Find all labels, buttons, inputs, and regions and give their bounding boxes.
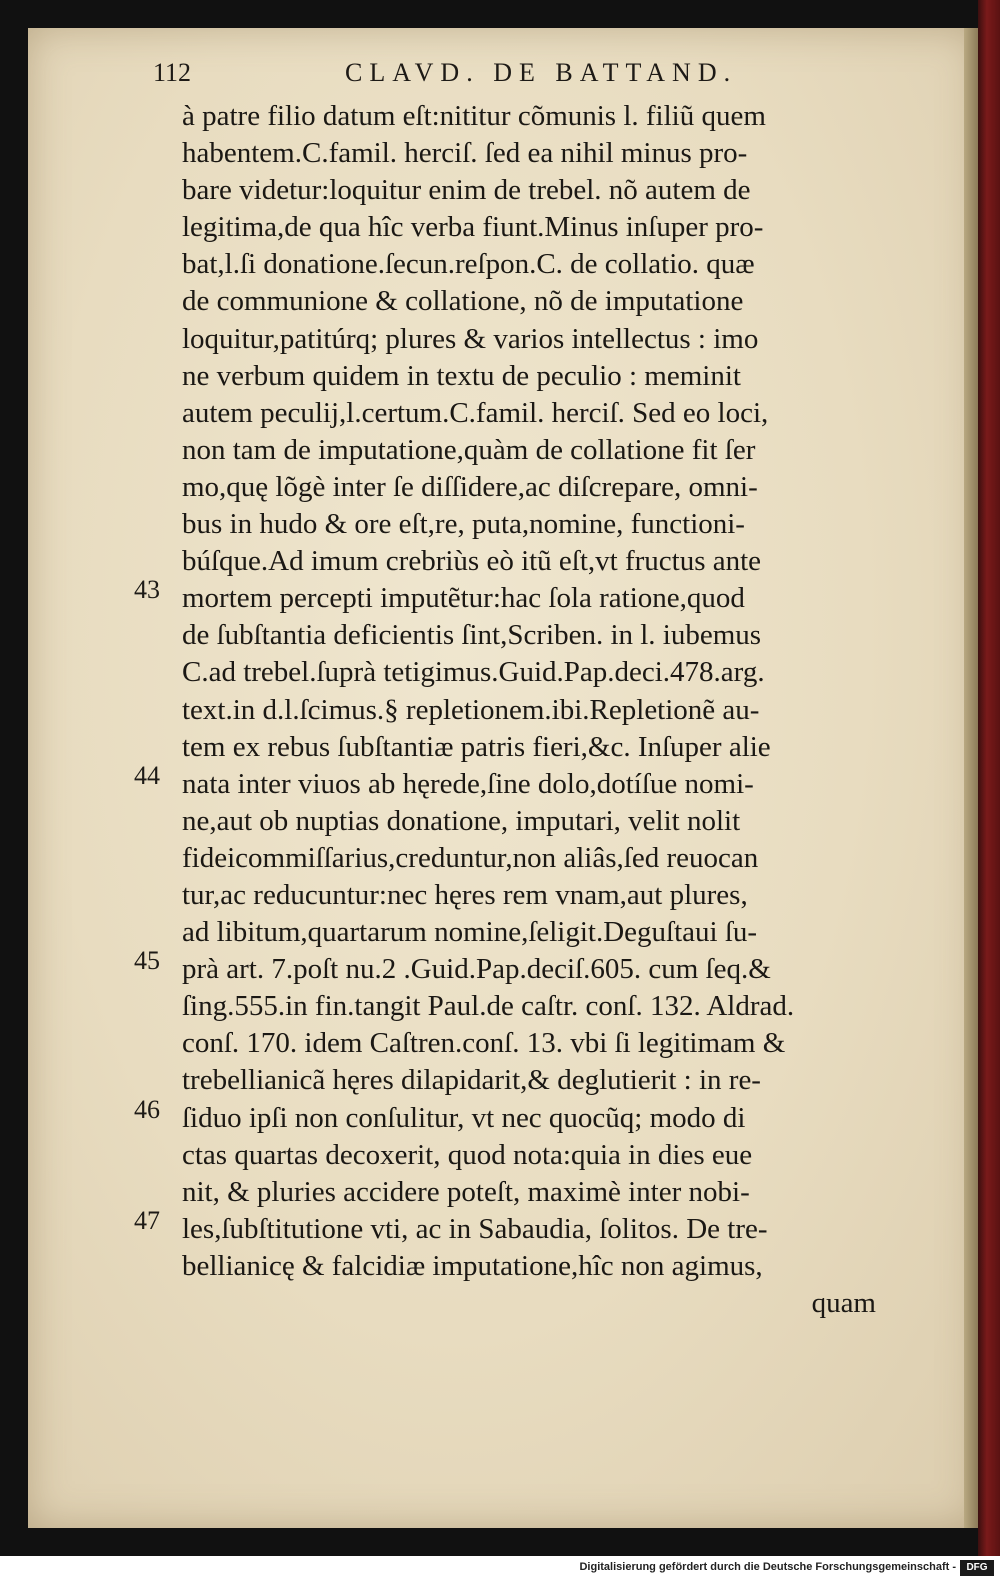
text-line: de ſubſtantia deficientis ſint,Scriben. in l. iubemus [182, 619, 762, 652]
text-line: de communione & collatione, nõ de imputatione [182, 285, 744, 318]
text-line: non tam de imputatione,quàm de collatione fit ſer [182, 433, 756, 466]
text-line: autem peculij,l.certum.C.famil. herciſ. Sed eo loci, [182, 396, 769, 429]
text-line: bellianicę & falcidiæ imputatione,hîc non agimus, [182, 1249, 763, 1282]
body-text [182, 98, 876, 1322]
text-line: quam [811, 1287, 876, 1319]
text-line: bat,l.ſi donatione.ſecun.reſpon.C. de collatio. quæ [182, 248, 755, 281]
text-line: à patre filio datum eſt:nititur cõmunis l. filiũ quem [182, 100, 766, 132]
text-line: legitima,de qua hîc verba fiunt.Minus inſuper pro- [182, 211, 764, 244]
text-line: conſ. 170. idem Caſtren.conſ. 13. vbi ſi legitimam & [182, 1027, 786, 1060]
dfg-logo-icon: DFG [960, 1560, 994, 1576]
text-line: bare videtur:loquitur enim de trebel. nõ autem de [182, 174, 751, 207]
text-line: ſing.555.in fin.tangit Paul.de caſtr. conſ. 132. Aldrad. [182, 990, 795, 1023]
text-line: loquitur,patitúrq; plures & varios intellectus : imo [182, 322, 759, 355]
text-line: ad libitum,quartarum nomine,ſeligit.Deguſtaui ſu- [182, 916, 758, 949]
text-line: mo,quę lõgè inter ſe diſſidere,ac diſcrepare, omni- [182, 470, 758, 503]
text-line: nit, & pluries accidere poteſt, maximè inter nobi- [182, 1175, 750, 1208]
text-line: ctas quartas decoxerit, quod nota:quia in dies eue [182, 1138, 753, 1171]
text-line: les,ſubſtitutione vti, ac in Sabaudia, ſolitos. De tre- [182, 1212, 768, 1245]
text-line: C.ad trebel.ſuprà tetigimus.Guid.Pap.deci.478.arg. [182, 656, 765, 689]
text-line: trebellianicã hęres dilapidarit,& deglutierit : in re- [182, 1064, 761, 1097]
margin-number: 46 [134, 1094, 160, 1124]
text-line: tur,ac reducuntur:nec hęres rem vnam,aut plures, [182, 878, 748, 911]
text-line: ne,aut ob nuptias donatione, imputari, velit nolit [182, 804, 741, 837]
text-line: nata inter viuos ab hęrede,ſine dolo,dotíſue nomi- [182, 767, 754, 800]
margin-number: 43 [134, 575, 160, 605]
text-line: tem ex rebus ſubſtantiæ patris fieri,&c. Inſuper alie [182, 730, 771, 763]
text-line: fideicommiſſarius,creduntur,non aliâs,ſed reuocan [182, 841, 759, 874]
text-line: ſiduo ipſi non conſulitur, vt nec quocũq; modo di [182, 1101, 746, 1134]
margin-number: 47 [134, 1205, 160, 1235]
text-line: ne verbum quidem in textu de peculio : meminit [182, 359, 741, 392]
text-line: búſque.Ad imum crebriùs eò itũ eſt,vt fructus ante [182, 545, 762, 578]
footer-credit: Digitalisierung gefördert durch die Deutsche Forschungsgemeinschaft - [579, 1561, 956, 1573]
margin-number: 44 [134, 760, 160, 790]
text-line: prà art. 7.poſt nu.2 .Guid.Pap.deciſ.605. cum ſeq.& [182, 953, 771, 986]
text-line: bus in hudo & ore eſt,re, puta,nomine, functioni- [182, 508, 745, 541]
margin-number: 45 [134, 946, 160, 976]
text-line: text.in d.l.ſcimus.§ repletionem.ibi.Repletionẽ au- [182, 693, 760, 726]
footer-bar [0, 1556, 1000, 1582]
page-edge [964, 28, 978, 1528]
text-line: habentem.C.famil. herciſ. ſed ea nihil minus pro- [182, 137, 748, 170]
page-number: 112 [153, 58, 192, 87]
running-head: CLAVD. DE BATTAND. [345, 58, 738, 87]
binding-spine [978, 0, 1000, 1560]
text-line: mortem percepti imputẽtur:hac ſola ratione,quod [182, 582, 745, 615]
